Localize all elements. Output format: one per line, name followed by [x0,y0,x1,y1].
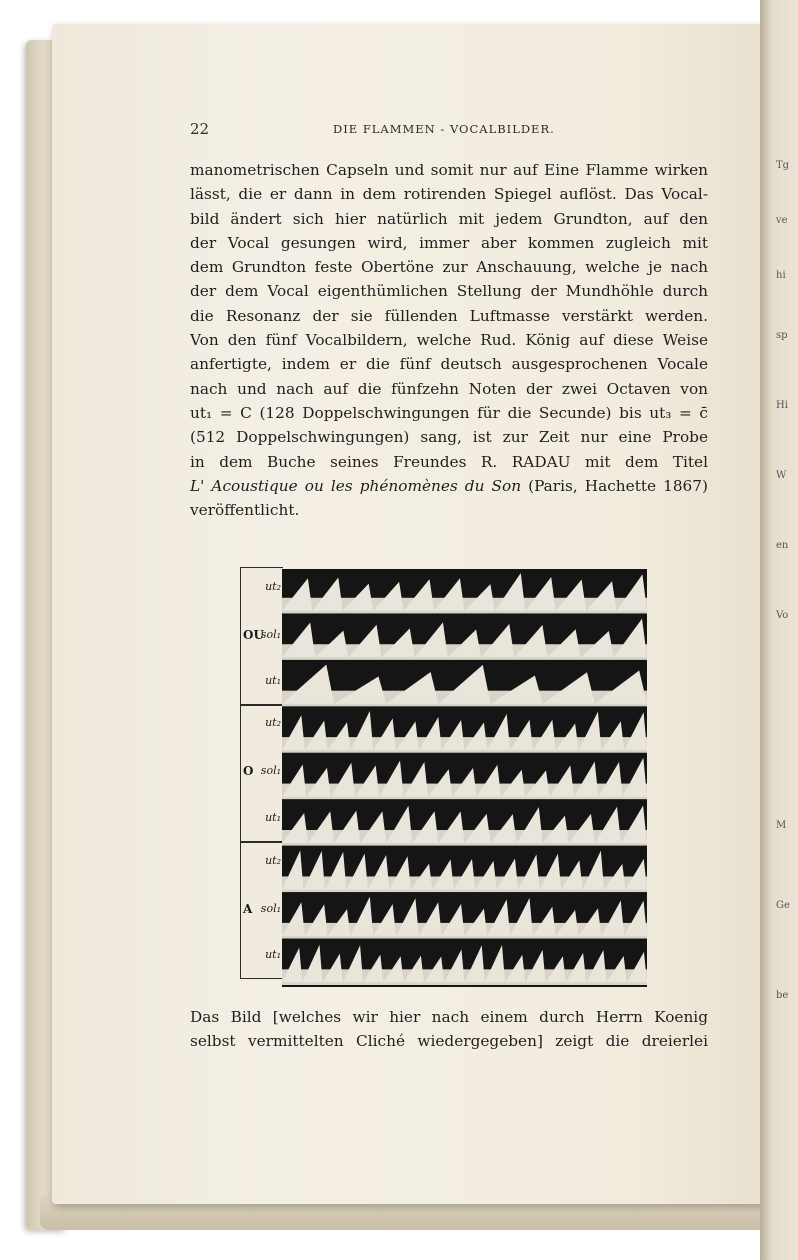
running-head [190,120,710,140]
facing-page-fragment: Vo [776,610,789,621]
note-label: ut₁ [265,674,281,687]
flame-strip-separator [282,799,647,801]
text-line: die Resonanz der sie füllenden Luftmasse verstärkt werden. [190,306,708,325]
group-separator [241,704,283,706]
flame-strip-teeth [282,758,647,797]
facing-page-fragment: Ge [776,900,790,911]
facing-page-fragment: ve [776,215,788,226]
flame-strip-teeth [282,850,647,889]
flame-strip-separator [282,660,647,662]
flame-strips-engraving [282,569,647,987]
facing-page-fragment: Hi [776,400,788,411]
text-line: (512 Doppelschwingungen) sang, ist zur Zeit nur eine Probe [190,428,708,447]
group-separator [241,841,283,843]
book-title-italic: L' Acoustique ou les phénomènes du Son [190,476,522,495]
text-line: ut₁ = C (128 Doppelschwingungen für die Secunde) bis ut₃ = c̄ [190,403,708,422]
vowel-label-a: A [243,902,253,916]
vowel-flame-figure [240,567,650,987]
text-line: der Vocal gesungen wird, immer aber kommen zugleich mit [190,233,708,252]
flame-strip-separator [282,846,647,848]
note-label: sol₁ [260,628,281,641]
note-label: ut₂ [265,854,281,867]
facing-page-fragment: sp [776,330,788,341]
text-line: bild ändert sich hier natürlich mit jedem Grundton, auf den [190,209,708,228]
vowel-label-o: O [243,764,254,778]
note-label: ut₂ [265,580,281,593]
text-line: Von den fünf Vocalbildern, welche Rud. König auf diese Weise [190,331,708,350]
text-line: lässt, die er dann in dem rotirenden Spiegel auflöst. Das Vocal- [190,185,708,204]
text-line: der dem Vocal eigenthümlichen Stellung der Mundhöhle durch [190,282,708,301]
flame-strip-teeth [282,619,647,658]
facing-page-fragment: en [776,540,789,551]
chapter-title: DIE FLAMMEN - VOCALBILDER. [333,122,555,136]
flame-strip-separator [282,753,647,755]
facing-page-edge [760,0,798,1260]
note-label: sol₁ [260,902,281,915]
body-text-continued [190,1005,708,1054]
note-label: ut₁ [265,811,281,824]
facing-page-fragment: W [776,470,787,481]
text-line: veröffentlicht. [190,501,300,520]
text-line: Das Bild [welches wir hier nach einem durch Herrn Koenig [190,1008,708,1026]
facing-page-fragment: M [776,820,787,831]
text-line: selbst vermittelten Cliché wiedergegeben] zeigt die dreierlei [190,1032,708,1051]
text-line: nach und nach auf die fünfzehn Noten der zwei Octaven von [190,379,708,398]
note-label: ut₂ [265,716,281,729]
vowel-label-ou: OU [243,628,264,642]
book-title-publisher: (Paris, Hachette 1867) [521,476,708,495]
flame-strip-separator [282,706,647,708]
facing-page-fragment: be [776,990,789,1001]
text-line: anfertigte, indem er die fünf deutsch ausgesprochenen Vocale [190,355,708,374]
body-text [190,158,708,522]
note-label: ut₁ [265,948,281,961]
flame-strip-separator [282,892,647,894]
figure-label-column [240,567,283,979]
flame-strip-separator [282,985,647,987]
flame-strip-separator [282,613,647,615]
page-number: 22 [190,120,210,138]
text-line: in dem Buche seines Freundes R. RADAU mit dem Titel [190,452,708,471]
facing-page-fragment: hi [776,270,786,281]
text-line-book-title [190,474,708,498]
text-line: manometrischen Capseln und somit nur auf Eine Flamme wirken [190,161,708,179]
text-line: dem Grundton feste Obertöne zur Anschauung, welche je nach [190,258,708,277]
flame-strip-separator [282,939,647,941]
facing-page-fragment: Tg [776,160,790,171]
note-label: sol₁ [260,764,281,777]
